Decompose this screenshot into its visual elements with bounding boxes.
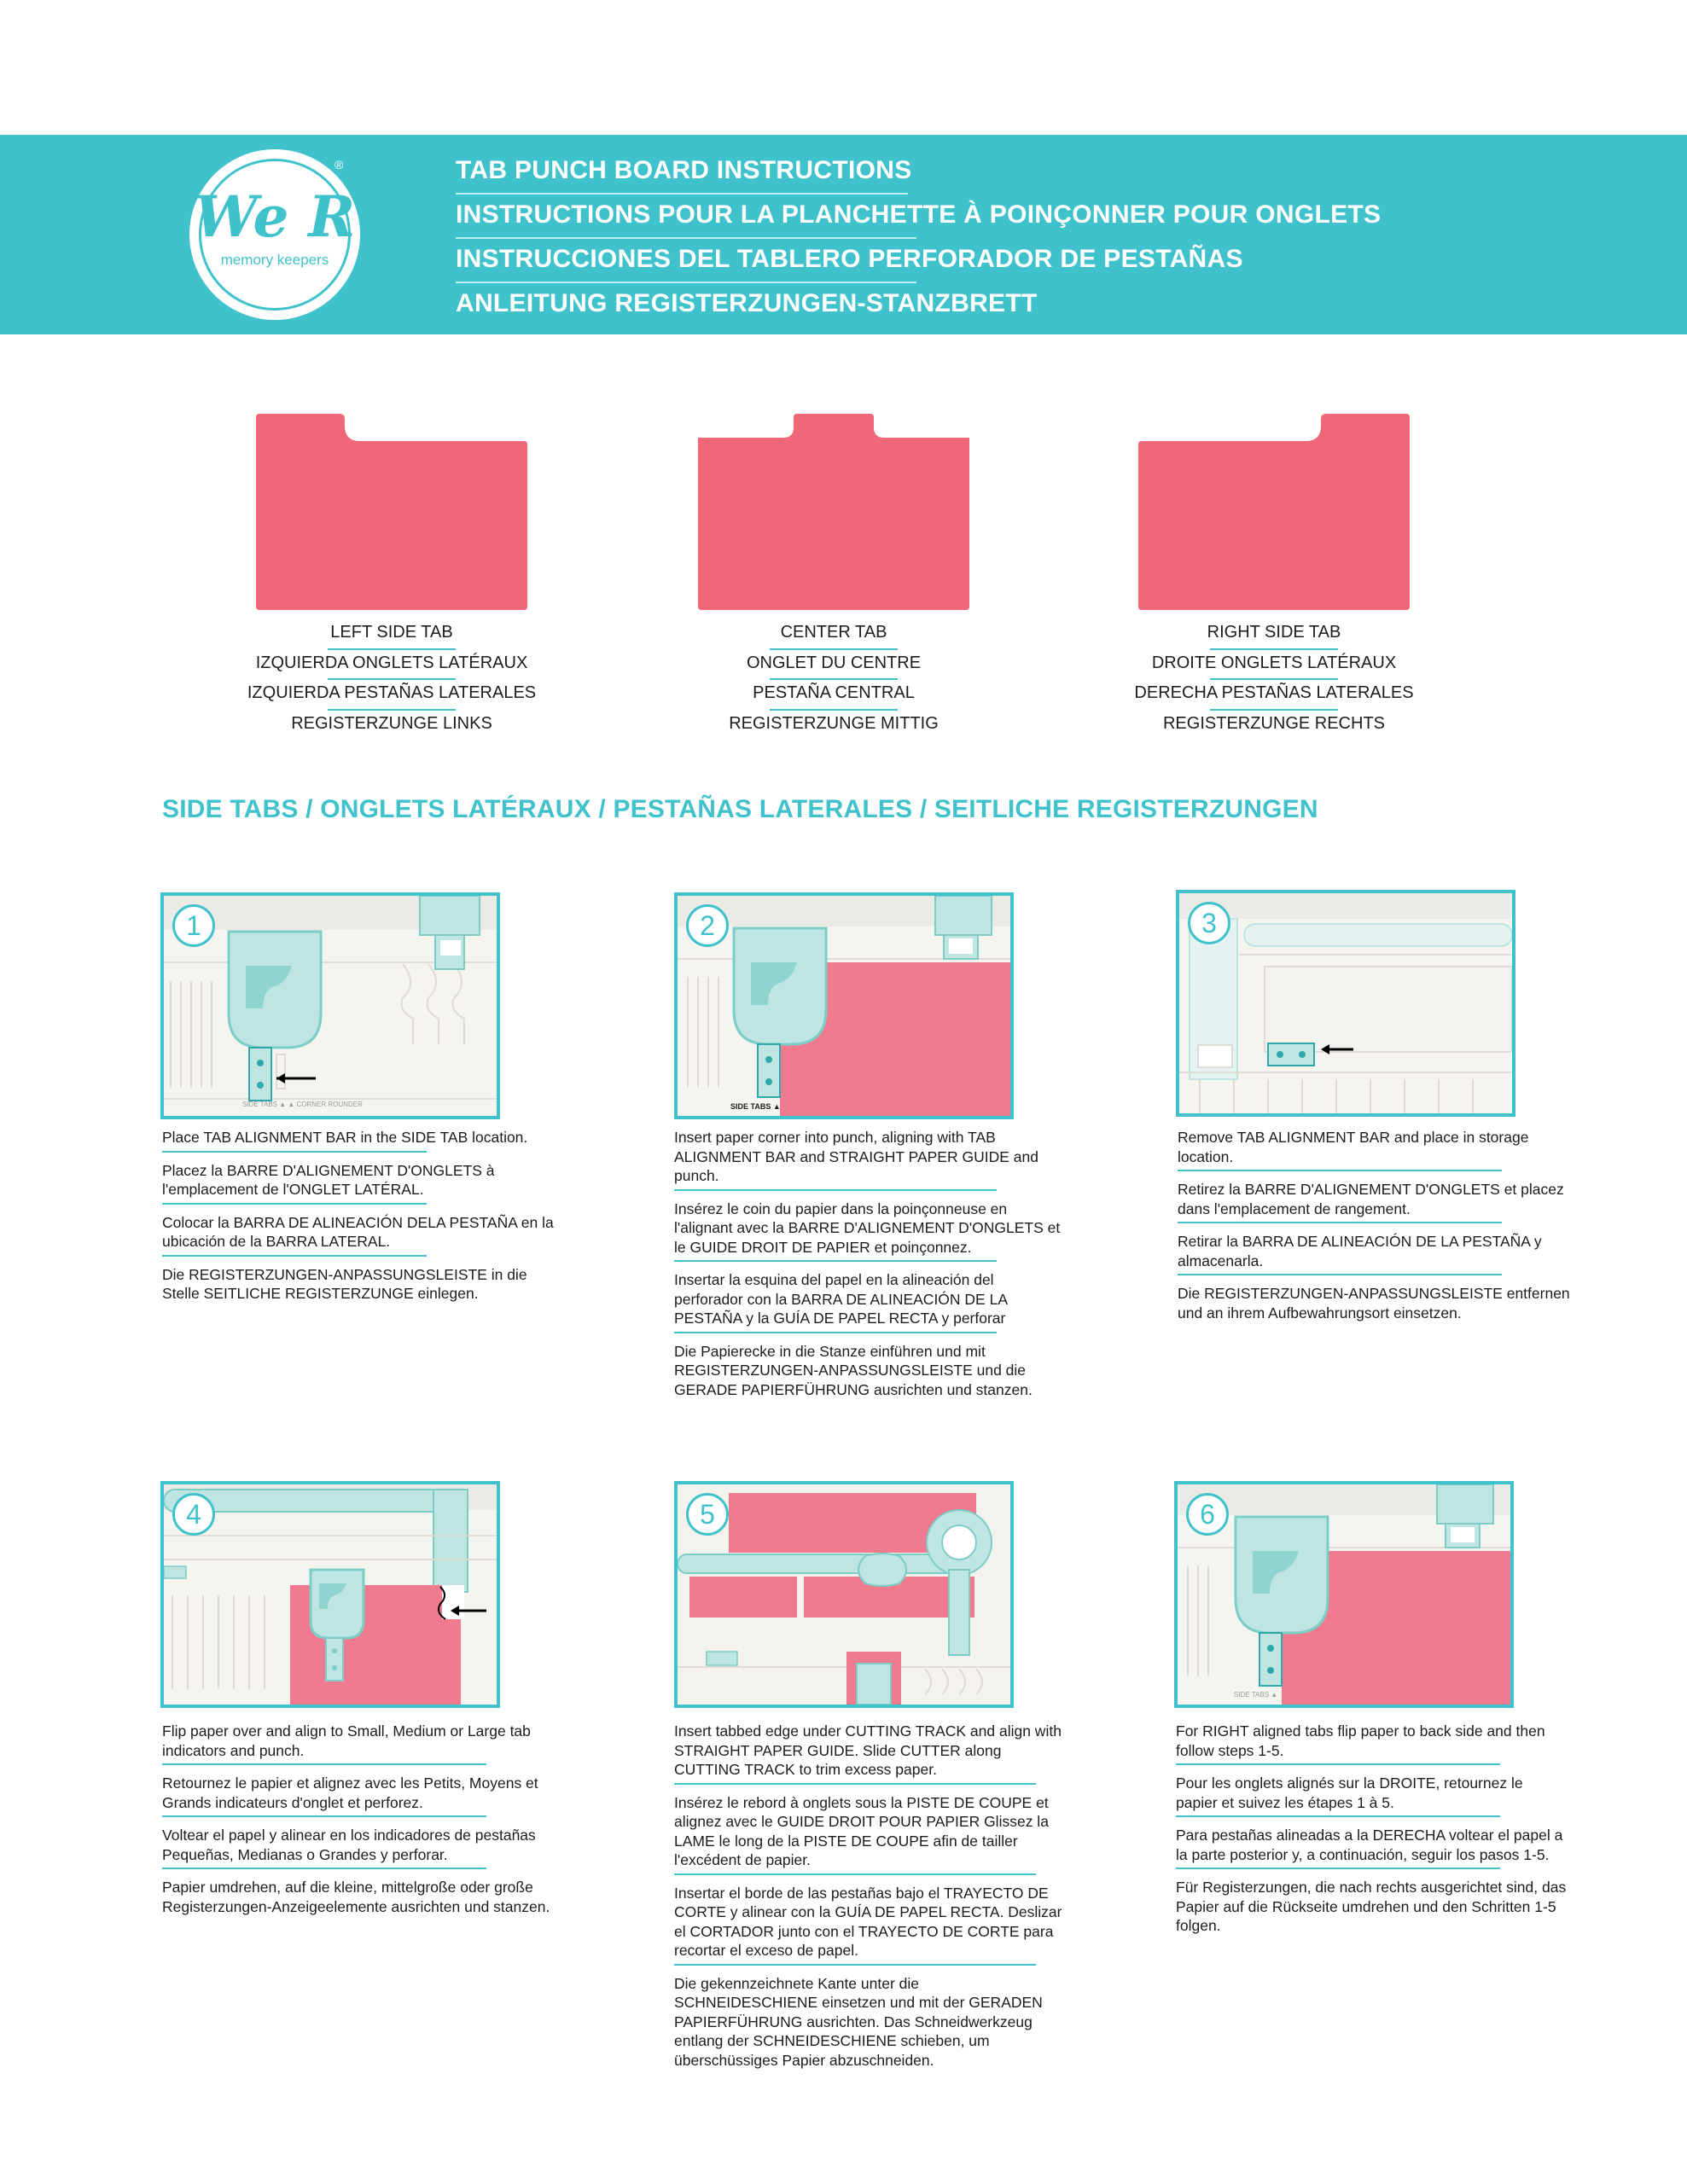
instruction-en: Insert paper corner into punch, aligning with TAB ALIGNMENT BAR and STRAIGHT PAPER GUIDE and punch.	[674, 1128, 1067, 1191]
tab-label: REGISTERZUNGE MITTIG	[729, 713, 939, 733]
tab-label: RIGHT SIDE TAB	[1103, 620, 1445, 651]
instruction-de: Die gekennzeichnete Kante unter die SCHNEIDESCHIENE einsetzen und mit der GERADEN PAPIERFÜHRUNG ausrichten. Das Schneidwerkzeug entlang der SCHNEIDESCHIENE schieben, um überschüssiges Papier abzuschneiden.	[674, 1974, 1043, 2069]
instruction-de: Papier umdrehen, auf die kleine, mittelgroße oder große Registerzungen-Anzeigeelemente ausrichten und stanzen.	[162, 1879, 550, 1915]
step-3-instructions	[1178, 1128, 1570, 1336]
left-side-tab-labels	[221, 620, 562, 741]
instruction-fr: Pour les onglets alignés sur la DROITE, retournez le papier et suivez les étapes 1 à 5.	[1176, 1774, 1568, 1817]
tab-label: DERECHA PESTAÑAS LATERALES	[1103, 681, 1445, 712]
instruction-de: Für Registerzungen, die nach rechts ausgerichtet sind, das Papier auf die Rückseite umdrehen und den Schritten 1-5 folgen.	[1176, 1879, 1567, 1934]
step-number: 6	[1186, 1493, 1229, 1536]
registered-mark: ®	[334, 158, 344, 171]
instruction-es: Retirar la BARRA DE ALINEACIÓN DE LA PESTAÑA y almacenarla.	[1178, 1232, 1570, 1275]
brand-name: We R	[194, 183, 356, 250]
instruction-en: Flip paper over and align to Small, Medium or Large tab indicators and punch.	[162, 1722, 555, 1765]
step-number: 1	[172, 904, 215, 947]
step-1-instructions	[162, 1128, 555, 1317]
step-4-instructions	[162, 1722, 555, 1930]
right-side-tab-shape	[1138, 414, 1410, 610]
step-1-illustration	[160, 892, 500, 1119]
right-side-tab-labels	[1103, 620, 1445, 741]
step-5-instructions	[674, 1722, 1067, 2083]
instruction-es: Para pestañas alineadas a la DERECHA voltear el papel a la parte posterior y, a continuación, seguir los pasos 1-5.	[1176, 1826, 1568, 1869]
tab-label: REGISTERZUNGE LINKS	[291, 713, 492, 733]
tab-label: REGISTERZUNGE RECHTS	[1162, 713, 1386, 733]
title-fr: INSTRUCTIONS POUR LA PLANCHETTE À POINÇONNER POUR ONGLETS	[456, 196, 1381, 241]
step-4-illustration	[160, 1481, 500, 1708]
instruction-fr: Retirez la BARRE D'ALIGNEMENT D'ONGLETS et placez dans l'emplacement de rangement.	[1178, 1180, 1570, 1223]
left-side-tab-shape	[256, 414, 527, 610]
tab-label: LEFT SIDE TAB	[221, 620, 562, 651]
instruction-fr: Placez la BARRE D'ALIGNEMENT D'ONGLETS à l'emplacement de l'ONGLET LATÉRAL.	[162, 1161, 555, 1205]
tab-label: ONGLET DU CENTRE	[663, 651, 1004, 682]
instruction-fr: Insérez le rebord à onglets sous la PISTE DE COUPE et alignez avec le GUIDE DROIT POUR PAPIER Glissez la LAME le long de la PISTE DE COUPE afin de tailler l'excédent de papier.	[674, 1793, 1067, 1875]
step-number: 2	[686, 904, 729, 947]
header-titles	[456, 152, 1381, 329]
section-title: SIDE TABS / ONGLETS LATÉRAUX / PESTAÑAS LATERALES / SEITLICHE REGISTERZUNGEN	[162, 795, 1318, 823]
center-tab-labels	[663, 620, 1004, 741]
tab-label: PESTAÑA CENTRAL	[663, 681, 1004, 712]
tab-label: CENTER TAB	[663, 620, 1004, 651]
tab-label: DROITE ONGLETS LATÉRAUX	[1103, 651, 1445, 682]
step-number: 3	[1188, 902, 1230, 944]
illustration-label: SIDE TABS ▲	[1234, 1691, 1278, 1699]
title-de: ANLEITUNG REGISTERZUNGEN-STANZBRETT	[456, 289, 1038, 317]
step-5-illustration	[674, 1481, 1014, 1708]
tab-label: IZQUIERDA ONGLETS LATÉRAUX	[221, 651, 562, 682]
instruction-de: Die REGISTERZUNGEN-ANPASSUNGSLEISTE entfernen und an ihrem Aufbewahrungsort einsetzen.	[1178, 1285, 1570, 1321]
step-3-illustration	[1176, 890, 1515, 1117]
instruction-en: Remove TAB ALIGNMENT BAR and place in storage location.	[1178, 1128, 1570, 1171]
instruction-fr: Retournez le papier et alignez avec les Petits, Moyens et Grands indicateurs d'onglet et perforez.	[162, 1774, 555, 1817]
instruction-es: Colocar la BARRA DE ALINEACIÓN DELA PESTAÑA en la ubicación de la BARRA LATERAL.	[162, 1213, 555, 1257]
step-number: 4	[172, 1493, 215, 1536]
instruction-de: Die Papierecke in die Stanze einführen und mit REGISTERZUNGEN-ANPASSUNGSLEISTE und die GERADE PAPIERFÜHRUNG ausrichten und stanzen.	[674, 1342, 1033, 1398]
step-6-illustration	[1174, 1481, 1514, 1708]
instruction-de: Die REGISTERZUNGEN-ANPASSUNGSLEISTE in die Stelle SEITLICHE REGISTERZUNGE einlegen.	[162, 1265, 527, 1302]
title-en: TAB PUNCH BOARD INSTRUCTIONS	[456, 152, 1381, 196]
title-es: INSTRUCCIONES DEL TABLERO PERFORADOR DE PESTAÑAS	[456, 241, 1381, 285]
tab-label: IZQUIERDA PESTAÑAS LATERALES	[221, 681, 562, 712]
brand-logo	[189, 149, 360, 320]
brand-subtitle: memory keepers	[220, 252, 329, 268]
instruction-en: For RIGHT aligned tabs flip paper to back side and then follow steps 1-5.	[1176, 1722, 1568, 1765]
step-2-illustration	[674, 892, 1014, 1119]
center-tab-shape	[698, 414, 969, 610]
instruction-en: Place TAB ALIGNMENT BAR in the SIDE TAB location.	[162, 1128, 555, 1153]
instruction-es: Voltear el papel y alinear en los indicadores de pestañas Pequeñas, Medianas o Grandes y perforar.	[162, 1826, 555, 1869]
instruction-fr: Insérez le coin du papier dans la poinçonneuse en l'alignant avec la BARRE D'ALIGNEMENT D'ONGLETS et le GUIDE DROIT DE PAPIER et poinçonnez.	[674, 1199, 1067, 1263]
step-2-instructions	[674, 1128, 1067, 1413]
instruction-es: Insertar el borde de las pestañas bajo el TRAYECTO DE CORTE y alinear con la GUÍA DE PAPEL RECTA. Deslizar el CORTADOR junto con el TRAYECTO DE CORTE para recortar el exceso de papel.	[674, 1884, 1067, 1966]
instruction-es: Insertar la esquina del papel en la alineación del perforador con la BARRA DE ALINEACIÓN DE LA PESTAÑA y la GUÍA DE PAPEL RECTA y perforar	[674, 1270, 1067, 1333]
illustration-label: SIDE TABS ▲ ▲ CORNER ROUNDER	[242, 1101, 363, 1108]
illustration-label: SIDE TABS ▲	[730, 1102, 781, 1111]
instruction-en: Insert tabbed edge under CUTTING TRACK and align with STRAIGHT PAPER GUIDE. Slide CUTTER along CUTTING TRACK to trim excess paper.	[674, 1722, 1067, 1785]
step-6-instructions	[1176, 1722, 1568, 1949]
step-number: 5	[686, 1493, 729, 1536]
